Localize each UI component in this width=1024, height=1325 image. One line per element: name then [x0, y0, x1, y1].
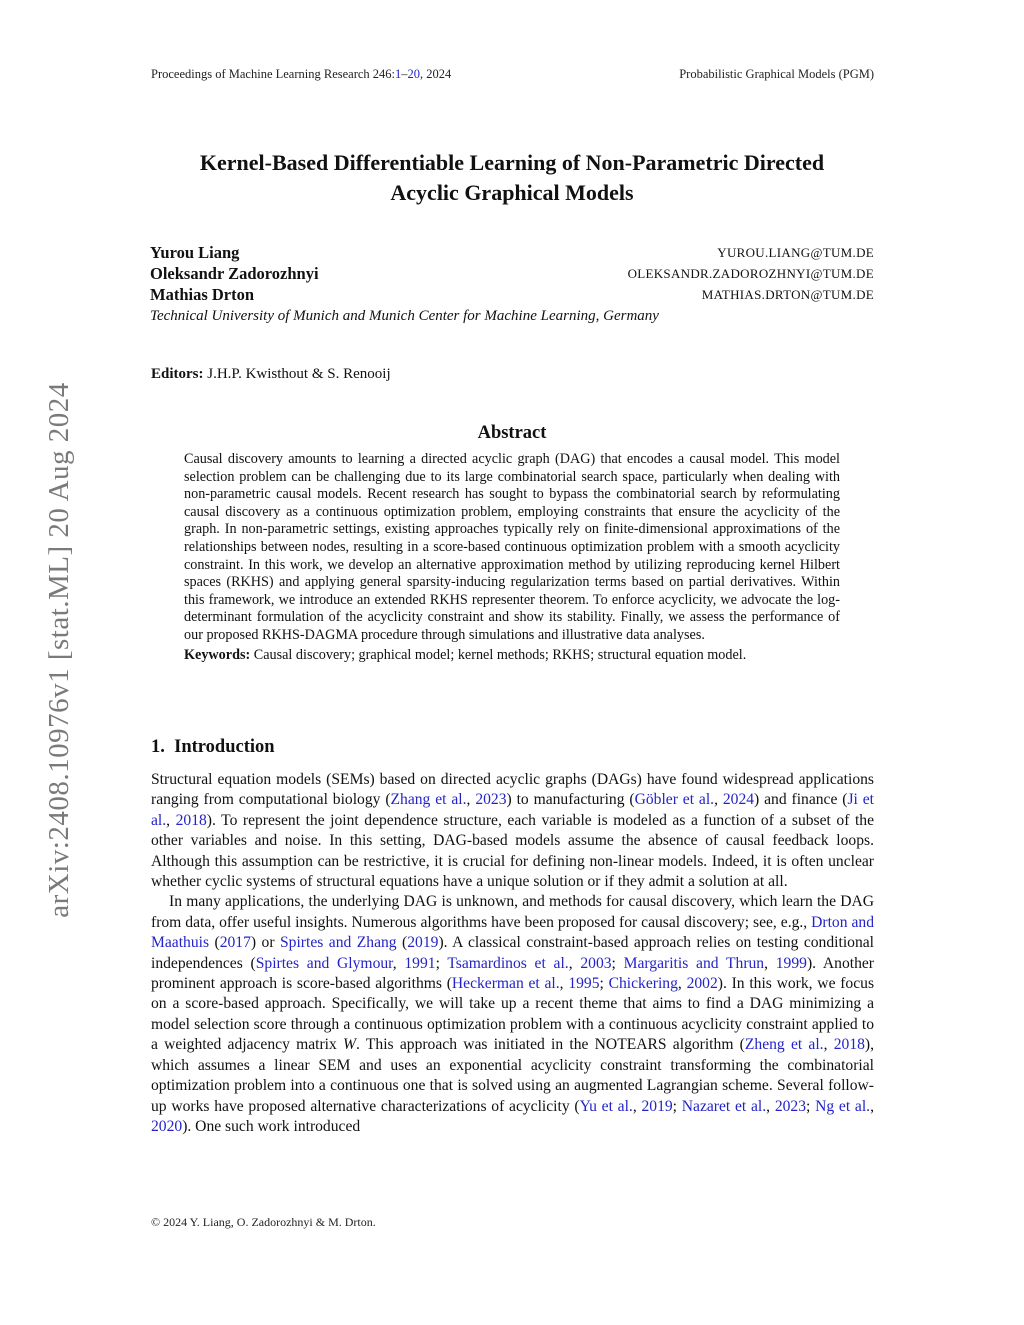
matrix-symbol: W: [343, 1036, 357, 1054]
editors-line: [151, 366, 391, 383]
text-run: ;: [611, 954, 624, 972]
text-run: ,: [714, 791, 723, 809]
arxiv-stamp: arXiv:2408.10976v1 [stat.ML] 20 Aug 2024: [43, 382, 75, 918]
author-email[interactable]: OLEKSANDR.ZADOROZHNYI@TUM.DE: [627, 266, 874, 281]
citation-year-link[interactable]: 1995: [568, 975, 600, 993]
text-run: ,: [766, 1097, 775, 1115]
citation-link[interactable]: Zhang et al.: [390, 791, 467, 809]
text-run: ;: [435, 954, 448, 972]
text-run: ,: [632, 1097, 642, 1115]
text-run: ,: [166, 811, 176, 829]
text-run: ) and finance (: [754, 791, 848, 809]
text-run: ,: [392, 954, 405, 972]
text-run: ). To represent the joint dependence structure, each variable is modeled as a function of a subset of the other variables and noise. In this setting, DAG-based models assume the absence of causal feedback loops. Although this assumption can be restrictive, it is crucial for defining non-linear models. Indeed, it is often unclear whether cyclic systems of structural equations have a unique solution or if they admit a solution at all.: [151, 811, 874, 891]
author-row: [150, 284, 874, 305]
author-row: [150, 242, 874, 263]
editors-names: J.H.P. Kwisthout & S. Renooij: [203, 366, 391, 382]
title-line-2: Acyclic Graphical Models: [390, 180, 634, 205]
author-name: Yurou Liang: [150, 243, 240, 262]
title-line-1: Kernel-Based Differentiable Learning of Non-Parametric Directed: [199, 150, 825, 175]
citation-link[interactable]: Heckerman et al.: [451, 975, 560, 993]
paragraph: [151, 770, 874, 892]
author-email[interactable]: YUROU.LIANG@TUM.DE: [717, 245, 874, 260]
citation-link[interactable]: Nazaret et al.: [681, 1097, 767, 1115]
abstract-text: Causal discovery amounts to learning a directed acyclic graph (DAG) that encodes a causal model. This model selection problem can be challenging due to its large combinatorial search space, particularly when dealing with non-parametric causal models. Recent research has sought to bypass the combinatorial search by reformulating causal discovery as a continuous optimization problem, employing constraints that ensure the acyclicity of the graph. In non-parametric settings, existing approaches typically rely on finite-dimensional approximations of the relationships between nodes, resulting in a score-based continuous optimization problem with a smooth acyclicity constraint. In this work, we develop an alternative approximation method by utilizing reproducing kernel Hilbert spaces (RKHS) and applying general sparsity-inducing regularization terms based on partial derivatives. Within this framework, we introduce an extended RKHS representer theorem. To enforce acyclicity, we advocate the log-determinant formulation of the acyclicity constraint and show its stability. Finally, we assess the performance of our proposed RKHS-DAGMA procedure through simulations and illustrative data analyses.: [184, 451, 840, 643]
citation-year-link[interactable]: 2018: [833, 1036, 865, 1054]
year-text: , 2024: [420, 67, 452, 81]
text-run: ;: [599, 975, 609, 993]
text-run: ). A classical constraint-based approach relies on testing conditional independences (: [151, 934, 874, 972]
text-run: (: [209, 934, 220, 952]
citation-year-link[interactable]: 2017: [219, 934, 251, 952]
citation-link[interactable]: Göbler et al.: [634, 791, 715, 809]
abstract-heading: Abstract: [477, 423, 547, 443]
copyright-footer: © 2024 Y. Liang, O. Zadorozhnyi & M. Drton.: [151, 1215, 376, 1229]
citation-year-link[interactable]: 2018: [175, 811, 207, 829]
introduction-body: [151, 770, 874, 1137]
abstract-body: [184, 451, 840, 664]
citation-year-link[interactable]: 2023: [774, 1097, 806, 1115]
citation-link[interactable]: Spirtes and Glymour: [255, 954, 393, 972]
author-name: Oleksandr Zadorozhnyi: [150, 264, 319, 283]
keywords-text: Causal discovery; graphical model; kernel methods; RKHS; structural equation model.: [250, 646, 747, 663]
running-header-left: [151, 67, 451, 82]
author-block: [150, 242, 874, 327]
text-run: ,: [764, 954, 776, 972]
page-start-link[interactable]: 1: [395, 67, 402, 81]
text-run: ,: [559, 975, 569, 993]
text-run: . This approach was initiated in the NOTEARS algorithm (: [356, 1036, 745, 1054]
section-heading: [151, 737, 275, 758]
dash: –: [401, 67, 408, 81]
text-run: ), which assumes a linear SEM and uses an exponential acyclicity constraint transforming the combinatorial optimization problem into a continuous one that is solved using an augmented Lagrangian scheme. Several follow-up works have proposed alternative characterizations of acyclicity (: [151, 1036, 875, 1115]
citation-year-link[interactable]: 2019: [407, 934, 439, 952]
citation-link[interactable]: Margaritis and Thrun: [623, 954, 765, 972]
page-end-link[interactable]: 20: [407, 67, 421, 81]
editors-label: Editors:: [151, 366, 204, 382]
citation-link[interactable]: Drton and Maathuis: [151, 913, 874, 952]
citation-link[interactable]: Zheng et al.: [744, 1036, 824, 1054]
text-run: ,: [466, 791, 476, 809]
citation-link[interactable]: Chickering: [608, 975, 678, 993]
text-run: ). In this work, we focus on a score-based approach. Specifically, we will take up a recent theme that aims to find a DAG minimizing a model selection score through a continuous optimization problem with a continuous acyclicity constraint applied to a weighted adjacency matrix: [151, 975, 875, 1054]
text-run: ,: [870, 1097, 874, 1115]
author-row: [150, 263, 874, 284]
citation-year-link[interactable]: 2002: [686, 975, 718, 993]
citation-year-link[interactable]: 2020: [151, 1117, 183, 1135]
citation-year-link[interactable]: 1999: [775, 954, 807, 972]
citation-year-link[interactable]: 2019: [641, 1097, 673, 1115]
text-run: ). Another prominent approach is score-based algorithms (: [151, 954, 875, 993]
text-run: ,: [568, 954, 581, 972]
text-run: ) to manufacturing (: [506, 791, 635, 809]
text-run: ,: [823, 1036, 834, 1054]
text-run: ) or: [250, 934, 280, 952]
keywords-line: [184, 647, 840, 665]
section-title: Introduction: [174, 737, 275, 757]
text-run: ,: [677, 975, 687, 993]
citation-link[interactable]: Yu et al.: [579, 1097, 633, 1115]
text-run: Structural equation models (SEMs) based on directed acyclic graphs (DAGs) have found widespread applications ranging from computational biology (: [151, 771, 874, 809]
paper-title: [0, 148, 1024, 208]
author-email[interactable]: MATHIAS.DRTON@TUM.DE: [701, 287, 874, 302]
paragraph: [151, 892, 874, 1137]
citation-year-link[interactable]: 2003: [580, 954, 612, 972]
text-run: ;: [806, 1097, 816, 1115]
citation-year-link[interactable]: 1991: [404, 954, 436, 972]
keywords-label: Keywords:: [184, 646, 251, 663]
author-name: Mathias Drton: [150, 285, 255, 304]
citation-link[interactable]: Ng et al.: [815, 1097, 871, 1115]
citation-link[interactable]: Ji et al.: [151, 791, 875, 829]
section-number: 1.: [151, 737, 165, 757]
text-run: (: [396, 934, 408, 952]
text-run: In many applications, the underlying DAG is unknown, and methods for causal discovery, which learn the DAG from data, offer useful insights. Numerous algorithms have been proposed for causal discovery; see, e.g.,: [151, 893, 874, 931]
running-header-right: Probabilistic Graphical Models (PGM): [679, 67, 874, 81]
citation-year-link[interactable]: 2023: [475, 791, 507, 809]
text-run: ;: [672, 1097, 682, 1115]
proceedings-text: Proceedings of Machine Learning Research 246:: [151, 67, 396, 81]
affiliation: Technical University of Munich and Munich Center for Machine Learning, Germany: [150, 308, 659, 324]
citation-year-link[interactable]: 2024: [722, 791, 755, 809]
citation-link[interactable]: Tsamardinos et al.: [447, 954, 569, 972]
citation-link[interactable]: Spirtes and Zhang: [280, 934, 397, 952]
text-run: ). One such work introduced: [182, 1117, 361, 1135]
